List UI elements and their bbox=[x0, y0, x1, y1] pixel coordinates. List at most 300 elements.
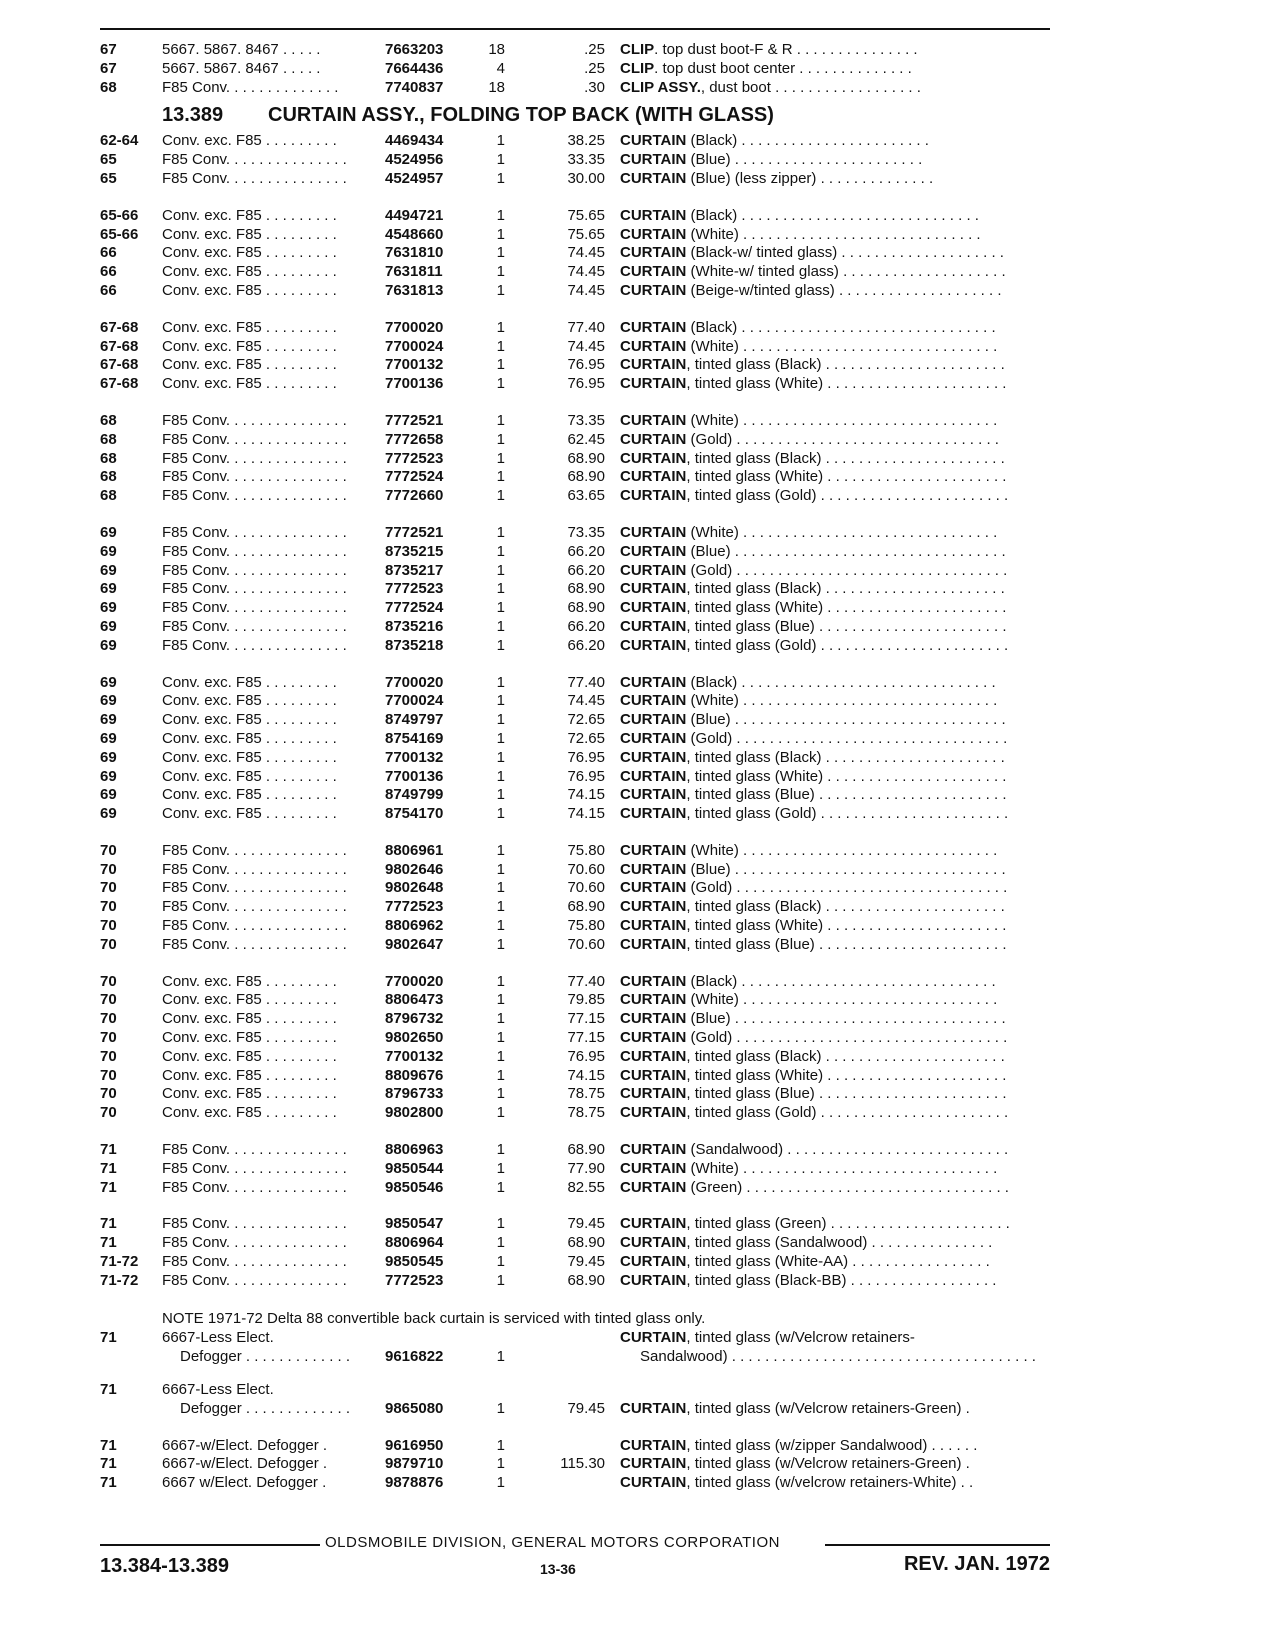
price: 72.65 bbox=[567, 711, 605, 729]
part-detail: . top dust boot-F & R . . . . . . . . . . . . . . . bbox=[654, 41, 918, 58]
model-year: 67 bbox=[100, 59, 117, 77]
price: 75.65 bbox=[567, 206, 605, 224]
footer-section-range: 13.384-13.389 bbox=[100, 1555, 230, 1577]
table-row bbox=[100, 1104, 1050, 1123]
model-year: 70 bbox=[100, 917, 117, 935]
quantity: 1 bbox=[496, 151, 505, 169]
part-name: CURTAIN bbox=[620, 1066, 687, 1084]
table-row bbox=[100, 282, 1050, 301]
model-year: 69 bbox=[100, 767, 117, 785]
part-description bbox=[620, 805, 1050, 824]
model-description: F85 Conv. . . . . . . . . . . . . . . bbox=[162, 1178, 347, 1196]
table-row bbox=[100, 898, 1050, 917]
table-row bbox=[100, 842, 1050, 861]
part-detail: , tinted glass (Black-BB) . . . . . . . . . . . . . . . . . . bbox=[686, 1271, 997, 1289]
quantity: 1 bbox=[496, 1104, 505, 1122]
price: 66.20 bbox=[567, 617, 605, 635]
model-year: 71 bbox=[100, 1455, 117, 1473]
part-description bbox=[620, 1048, 1050, 1067]
table-row bbox=[100, 431, 1050, 450]
model-description: Conv. exc. F85 . . . . . . . . . bbox=[162, 673, 337, 691]
part-detail: (White) . . . . . . . . . . . . . . . . . . . . . . . . . . . . . . . bbox=[686, 411, 998, 429]
part-number: 9878876 bbox=[385, 1474, 444, 1492]
quantity: 1 bbox=[496, 1399, 505, 1417]
table-row bbox=[100, 1381, 1050, 1419]
table-row bbox=[100, 786, 1050, 805]
quantity: 1 bbox=[496, 972, 505, 990]
part-name: CURTAIN bbox=[620, 375, 687, 393]
price: 66.20 bbox=[567, 561, 605, 579]
price: 82.55 bbox=[567, 1178, 605, 1196]
part-description bbox=[620, 151, 1050, 170]
part-description bbox=[620, 618, 1050, 637]
part-detail: , tinted glass (Blue) . . . . . . . . . . . . . . . . . . . . . . . bbox=[686, 1085, 1007, 1103]
model-year: 69 bbox=[100, 673, 117, 691]
model-description: Conv. exc. F85 . . . . . . . . . bbox=[162, 206, 337, 224]
part-detail: , tinted glass (Blue) . . . . . . . . . . . . . . . . . . . . . . . bbox=[686, 786, 1007, 804]
part-name: CURTAIN bbox=[620, 356, 687, 374]
part-detail: (Blue) . . . . . . . . . . . . . . . . . . . . . . . . . . . . . . . . . bbox=[686, 860, 1006, 878]
model-year: 62-64 bbox=[100, 132, 139, 150]
price: 77.90 bbox=[567, 1159, 605, 1177]
table-row bbox=[100, 599, 1050, 618]
model-description: F85 Conv. . . . . . . . . . . . . . . bbox=[162, 841, 347, 859]
quantity: 1 bbox=[496, 244, 505, 262]
part-detail: , tinted glass (Gold) . . . . . . . . . . . . . . . . . . . . . . . bbox=[686, 1104, 1009, 1122]
part-number: 8749797 bbox=[385, 711, 444, 729]
table-row bbox=[100, 711, 1050, 730]
model-year: 71 bbox=[100, 1215, 117, 1233]
part-number: 9850547 bbox=[385, 1215, 444, 1233]
part-detail: (Black) . . . . . . . . . . . . . . . . . . . . . . . . . . . . . . . bbox=[686, 972, 996, 990]
price: 75.65 bbox=[567, 225, 605, 243]
part-description bbox=[620, 879, 1050, 898]
model-description: Conv. exc. F85 . . . . . . . . . bbox=[162, 1010, 337, 1028]
model-description: F85 Conv. . . . . . . . . . . . . . . bbox=[162, 580, 347, 598]
model-description: F85 Conv. . . . . . . . . . . . . . . bbox=[162, 1215, 347, 1233]
part-description bbox=[620, 786, 1050, 805]
part-name: CURTAIN bbox=[620, 636, 687, 654]
part-name: CURTAIN bbox=[620, 1271, 687, 1289]
model-description: Conv. exc. F85 . . . . . . . . . bbox=[162, 225, 337, 243]
part-description bbox=[620, 1029, 1050, 1048]
table-row bbox=[100, 1437, 1050, 1456]
part-detail: , tinted glass (White) . . . . . . . . . . . . . . . . . . . . . . bbox=[686, 917, 1007, 935]
quantity: 1 bbox=[496, 711, 505, 729]
model-year: 71 bbox=[100, 1141, 117, 1159]
part-name: CURTAIN bbox=[620, 411, 687, 429]
price: 79.45 bbox=[567, 1215, 605, 1233]
model-year: 65-66 bbox=[100, 206, 139, 224]
part-number: 8796732 bbox=[385, 1010, 444, 1028]
table-row bbox=[100, 41, 1050, 60]
part-number: 7772524 bbox=[385, 468, 444, 486]
part-number: 9616950 bbox=[385, 1436, 444, 1454]
part-description bbox=[620, 431, 1050, 450]
part-number: 7663203 bbox=[385, 41, 444, 58]
table-row bbox=[100, 1048, 1050, 1067]
model-description: F85 Conv. . . . . . . . . . . . . . bbox=[162, 78, 339, 96]
part-detail: (Black-w/ tinted glass) . . . . . . . . . . . . . . . . . . . . bbox=[686, 244, 1004, 262]
part-description bbox=[620, 207, 1050, 226]
part-description bbox=[620, 375, 1050, 394]
part-name: CURTAIN bbox=[620, 711, 687, 729]
model-description: 6667-Less Elect. bbox=[162, 1380, 274, 1398]
part-number: 7700132 bbox=[385, 748, 444, 766]
part-description bbox=[620, 1141, 1050, 1160]
part-detail: , tinted glass (Gold) . . . . . . . . . . . . . . . . . . . . . . . bbox=[686, 636, 1009, 654]
footer-revision: REV. JAN. 1972 bbox=[903, 1553, 1050, 1575]
model-year: 70 bbox=[100, 1085, 117, 1103]
table-row bbox=[100, 730, 1050, 749]
quantity: 1 bbox=[496, 523, 505, 541]
model-description: Conv. exc. F85 . . . . . . . . . bbox=[162, 805, 337, 823]
model-year: 70 bbox=[100, 972, 117, 990]
quantity: 1 bbox=[496, 879, 505, 897]
price: 74.45 bbox=[567, 263, 605, 281]
part-name: CURTAIN bbox=[620, 1085, 687, 1103]
quantity: 1 bbox=[496, 991, 505, 1009]
quantity: 1 bbox=[496, 1215, 505, 1233]
model-description: F85 Conv. . . . . . . . . . . . . . . bbox=[162, 411, 347, 429]
model-year: 65-66 bbox=[100, 225, 139, 243]
model-description: Conv. exc. F85 . . . . . . . . . bbox=[162, 375, 337, 393]
part-name: CURTAIN bbox=[620, 805, 687, 823]
part-number: 7772523 bbox=[385, 580, 444, 598]
model-description: F85 Conv. . . . . . . . . . . . . . . bbox=[162, 898, 347, 916]
part-name: CURTAIN bbox=[620, 879, 687, 897]
table-row bbox=[100, 618, 1050, 637]
quantity: 1 bbox=[496, 841, 505, 859]
part-description bbox=[620, 319, 1050, 338]
table-row bbox=[100, 692, 1050, 711]
quantity: 1 bbox=[496, 281, 505, 299]
part-number: 7700020 bbox=[385, 318, 444, 336]
price: 76.95 bbox=[567, 356, 605, 374]
part-detail: , tinted glass (w/Velcrow retainers- bbox=[686, 1328, 915, 1346]
table-row bbox=[100, 319, 1050, 338]
table-row bbox=[100, 991, 1050, 1010]
part-number: 7664436 bbox=[385, 59, 444, 77]
price: 74.45 bbox=[567, 281, 605, 299]
part-description bbox=[620, 580, 1050, 599]
part-number: 7700136 bbox=[385, 767, 444, 785]
part-description bbox=[620, 60, 1050, 79]
part-number: 9850545 bbox=[385, 1253, 444, 1271]
part-description bbox=[620, 861, 1050, 880]
model-description: Conv. exc. F85 . . . . . . . . . bbox=[162, 972, 337, 990]
part-number: 8749799 bbox=[385, 786, 444, 804]
model-description: F85 Conv. . . . . . . . . . . . . . . bbox=[162, 935, 347, 953]
table-row bbox=[100, 861, 1050, 880]
part-name: CURTAIN bbox=[620, 1178, 687, 1196]
model-description: F85 Conv. . . . . . . . . . . . . . . bbox=[162, 1253, 347, 1271]
price: 63.65 bbox=[567, 487, 605, 505]
model-year: 68 bbox=[100, 411, 117, 429]
part-name: CURTAIN bbox=[620, 337, 687, 355]
quantity: 1 bbox=[496, 468, 505, 486]
part-detail: , tinted glass (Gold) . . . . . . . . . . . . . . . . . . . . . . . bbox=[686, 805, 1009, 823]
part-name: CURTAIN bbox=[620, 991, 687, 1009]
price: 68.90 bbox=[567, 468, 605, 486]
quantity: 1 bbox=[496, 449, 505, 467]
part-description bbox=[620, 226, 1050, 245]
price: 77.15 bbox=[567, 1029, 605, 1047]
table-row bbox=[100, 749, 1050, 768]
part-description bbox=[620, 1437, 1050, 1456]
price: 76.95 bbox=[567, 748, 605, 766]
model-year: 70 bbox=[100, 935, 117, 953]
part-name: CURTAIN bbox=[620, 244, 687, 262]
quantity: 1 bbox=[496, 898, 505, 916]
price: 74.45 bbox=[567, 692, 605, 710]
model-description: Conv. exc. F85 . . . . . . . . . bbox=[162, 1104, 337, 1122]
model-year: 69 bbox=[100, 692, 117, 710]
table-row bbox=[100, 562, 1050, 581]
part-detail: , tinted glass (Sandalwood) . . . . . . . . . . . . . . . bbox=[686, 1234, 993, 1252]
price: 72.65 bbox=[567, 729, 605, 747]
part-description bbox=[620, 936, 1050, 955]
table-row bbox=[100, 1455, 1050, 1474]
part-number: 8754169 bbox=[385, 729, 444, 747]
part-detail: (Blue) . . . . . . . . . . . . . . . . . . . . . . . . . . . . . . . . . bbox=[686, 542, 1006, 560]
model-description: F85 Conv. . . . . . . . . . . . . . . bbox=[162, 1234, 347, 1252]
part-detail: , tinted glass (White) . . . . . . . . . . . . . . . . . . . . . . bbox=[686, 375, 1007, 393]
part-detail: , dust boot . . . . . . . . . . . . . . . . . . bbox=[700, 78, 921, 96]
part-number: 8806473 bbox=[385, 991, 444, 1009]
price: 78.75 bbox=[567, 1104, 605, 1122]
model-description: Conv. exc. F85 . . . . . . . . . bbox=[162, 711, 337, 729]
model-year: 69 bbox=[100, 523, 117, 541]
model-year: 70 bbox=[100, 1066, 117, 1084]
part-name: CURTAIN bbox=[620, 898, 687, 916]
quantity: 1 bbox=[496, 1066, 505, 1084]
price: 68.90 bbox=[567, 1271, 605, 1289]
table-row bbox=[100, 450, 1050, 469]
part-description bbox=[620, 263, 1050, 282]
quantity: 18 bbox=[488, 41, 505, 58]
part-name: CURTAIN bbox=[620, 860, 687, 878]
part-number: 4494721 bbox=[385, 206, 444, 224]
part-name: CURTAIN bbox=[620, 1436, 687, 1454]
part-name: CURTAIN bbox=[620, 972, 687, 990]
quantity: 1 bbox=[496, 748, 505, 766]
part-number: 8806964 bbox=[385, 1234, 444, 1252]
part-name: CURTAIN bbox=[620, 487, 687, 505]
part-detail: (White) . . . . . . . . . . . . . . . . . . . . . . . . . . . . . . . bbox=[686, 991, 998, 1009]
part-description bbox=[620, 282, 1050, 301]
price: .25 bbox=[584, 59, 605, 77]
model-description: F85 Conv. . . . . . . . . . . . . . . bbox=[162, 1141, 347, 1159]
table-row bbox=[100, 674, 1050, 693]
table-row bbox=[100, 1160, 1050, 1179]
model-description: F85 Conv. . . . . . . . . . . . . . . bbox=[162, 487, 347, 505]
quantity: 1 bbox=[496, 1347, 505, 1365]
part-description bbox=[620, 338, 1050, 357]
model-year: 69 bbox=[100, 636, 117, 654]
quantity: 1 bbox=[496, 206, 505, 224]
part-name: CURTAIN bbox=[620, 523, 687, 541]
part-detail: , tinted glass (Black) . . . . . . . . . . . . . . . . . . . . . . bbox=[686, 449, 1005, 467]
model-description-line2: Defogger . . . . . . . . . . . . . bbox=[180, 1399, 351, 1417]
model-year: 71 bbox=[100, 1178, 117, 1196]
part-detail: (Black) . . . . . . . . . . . . . . . . . . . . . . . bbox=[686, 132, 929, 150]
quantity: 1 bbox=[496, 786, 505, 804]
table-row bbox=[100, 1329, 1050, 1367]
table-row bbox=[100, 1215, 1050, 1234]
part-number: 8796733 bbox=[385, 1085, 444, 1103]
price: 30.00 bbox=[567, 169, 605, 187]
table-row bbox=[100, 375, 1050, 394]
model-description: F85 Conv. . . . . . . . . . . . . . . bbox=[162, 449, 347, 467]
model-year: 70 bbox=[100, 879, 117, 897]
service-note: NOTE 1971-72 Delta 88 convertible back curtain is serviced with tinted glass only. bbox=[162, 1309, 706, 1327]
price: 74.15 bbox=[567, 805, 605, 823]
table-row bbox=[100, 263, 1050, 282]
part-description bbox=[620, 674, 1050, 693]
table-row bbox=[100, 580, 1050, 599]
part-number: 7700132 bbox=[385, 1047, 444, 1065]
table-row bbox=[100, 468, 1050, 487]
quantity: 1 bbox=[496, 375, 505, 393]
price: 68.90 bbox=[567, 1141, 605, 1159]
model-year: 70 bbox=[100, 1104, 117, 1122]
part-number: 7631810 bbox=[385, 244, 444, 262]
part-number: 7772521 bbox=[385, 411, 444, 429]
part-detail: , tinted glass (Blue) . . . . . . . . . . . . . . . . . . . . . . . bbox=[686, 935, 1007, 953]
part-number: 7772523 bbox=[385, 1271, 444, 1289]
part-number: 7772521 bbox=[385, 523, 444, 541]
quantity: 1 bbox=[496, 1234, 505, 1252]
part-description bbox=[620, 132, 1050, 151]
part-description bbox=[620, 468, 1050, 487]
part-detail: (Black) . . . . . . . . . . . . . . . . . . . . . . . . . . . . . bbox=[686, 206, 979, 224]
model-year: 69 bbox=[100, 580, 117, 598]
part-name: CURTAIN bbox=[620, 748, 687, 766]
model-description: 5667. 5867. 8467 . . . . . bbox=[162, 41, 321, 58]
model-description: F85 Conv. . . . . . . . . . . . . . . bbox=[162, 169, 347, 187]
model-year: 70 bbox=[100, 1010, 117, 1028]
price: 77.40 bbox=[567, 673, 605, 691]
model-description: Conv. exc. F85 . . . . . . . . . bbox=[162, 692, 337, 710]
quantity: 1 bbox=[496, 1010, 505, 1028]
part-number: 8754170 bbox=[385, 805, 444, 823]
model-year: 69 bbox=[100, 542, 117, 560]
part-description bbox=[620, 1253, 1050, 1272]
model-year: 68 bbox=[100, 487, 117, 505]
model-year: 70 bbox=[100, 991, 117, 1009]
part-description bbox=[620, 1067, 1050, 1086]
part-description bbox=[620, 562, 1050, 581]
table-row bbox=[100, 356, 1050, 375]
part-number: 8809676 bbox=[385, 1066, 444, 1084]
part-description bbox=[620, 991, 1050, 1010]
model-description: Conv. exc. F85 . . . . . . . . . bbox=[162, 1029, 337, 1047]
part-detail: , tinted glass (Black) . . . . . . . . . . . . . . . . . . . . . . bbox=[686, 356, 1005, 374]
model-description: Conv. exc. F85 . . . . . . . . . bbox=[162, 337, 337, 355]
model-year: 71 bbox=[100, 1328, 117, 1346]
quantity: 1 bbox=[496, 1271, 505, 1289]
quantity: 1 bbox=[496, 1047, 505, 1065]
part-detail: (White) . . . . . . . . . . . . . . . . . . . . . . . . . . . . . . . bbox=[686, 841, 998, 859]
part-name: CURTAIN bbox=[620, 673, 687, 691]
part-description bbox=[620, 1329, 1050, 1348]
price: 68.90 bbox=[567, 1234, 605, 1252]
quantity: 1 bbox=[496, 1159, 505, 1177]
table-row bbox=[100, 936, 1050, 955]
part-detail: (White) . . . . . . . . . . . . . . . . . . . . . . . . . . . . . . . bbox=[686, 692, 998, 710]
price: 66.20 bbox=[567, 542, 605, 560]
part-detail: , tinted glass (w/Velcrow retainers-Green) . bbox=[686, 1399, 970, 1417]
part-description bbox=[620, 599, 1050, 618]
model-description: 6667-w/Elect. Defogger . bbox=[162, 1436, 328, 1454]
model-description: Conv. exc. F85 . . . . . . . . . bbox=[162, 1066, 337, 1084]
table-row bbox=[100, 1272, 1050, 1291]
part-name: CLIP ASSY. bbox=[620, 78, 701, 96]
part-detail: (Blue) . . . . . . . . . . . . . . . . . . . . . . . bbox=[686, 151, 923, 169]
quantity: 1 bbox=[496, 225, 505, 243]
part-name: CURTAIN bbox=[620, 1047, 687, 1065]
part-name: CURTAIN bbox=[620, 729, 687, 747]
part-description bbox=[620, 170, 1050, 189]
price: 70.60 bbox=[567, 879, 605, 897]
section-title: CURTAIN ASSY., FOLDING TOP BACK (WITH GLASS) bbox=[268, 104, 774, 127]
quantity: 1 bbox=[496, 917, 505, 935]
part-description bbox=[620, 1400, 1050, 1419]
part-name: CURTAIN bbox=[620, 1399, 687, 1417]
part-number: 7700132 bbox=[385, 356, 444, 374]
part-detail: (Blue) . . . . . . . . . . . . . . . . . . . . . . . . . . . . . . . . . bbox=[686, 711, 1006, 729]
model-year: 67-68 bbox=[100, 337, 139, 355]
footer-rule-right bbox=[825, 1544, 1050, 1546]
model-description: F85 Conv. . . . . . . . . . . . . . . bbox=[162, 523, 347, 541]
part-name: CURTAIN bbox=[620, 1234, 687, 1252]
part-number: 7631813 bbox=[385, 281, 444, 299]
model-description: 5667. 5867. 8467 . . . . . bbox=[162, 59, 321, 77]
part-number: 7700024 bbox=[385, 692, 444, 710]
model-description: Conv. exc. F85 . . . . . . . . . bbox=[162, 1047, 337, 1065]
part-name: CURTAIN bbox=[620, 1159, 687, 1177]
model-description: Conv. exc. F85 . . . . . . . . . bbox=[162, 356, 337, 374]
quantity: 1 bbox=[496, 356, 505, 374]
footer-division: OLDSMOBILE DIVISION, GENERAL MOTORS CORPORATION bbox=[325, 1534, 780, 1551]
part-description bbox=[620, 730, 1050, 749]
table-row bbox=[100, 1141, 1050, 1160]
part-name: CURTAIN bbox=[620, 1253, 687, 1271]
table-row bbox=[100, 1474, 1050, 1493]
part-name: CURTAIN bbox=[620, 1215, 687, 1233]
part-detail: . top dust boot center . . . . . . . . . . . . . . bbox=[654, 59, 912, 77]
model-year: 71 bbox=[100, 1234, 117, 1252]
part-number: 4469434 bbox=[385, 132, 444, 150]
part-name: CURTAIN bbox=[620, 917, 687, 935]
part-number: 8806963 bbox=[385, 1141, 444, 1159]
model-year: 67-68 bbox=[100, 356, 139, 374]
model-year: 69 bbox=[100, 617, 117, 635]
part-description bbox=[620, 1474, 1050, 1493]
part-description bbox=[620, 898, 1050, 917]
part-detail: , tinted glass (Blue) . . . . . . . . . . . . . . . . . . . . . . . bbox=[686, 617, 1007, 635]
price: 79.85 bbox=[567, 991, 605, 1009]
part-description bbox=[620, 412, 1050, 431]
model-year: 70 bbox=[100, 841, 117, 859]
part-name: CURTAIN bbox=[620, 1141, 687, 1159]
part-number: 4524957 bbox=[385, 169, 444, 187]
model-year: 70 bbox=[100, 860, 117, 878]
part-description bbox=[620, 749, 1050, 768]
price: 73.35 bbox=[567, 523, 605, 541]
price: 77.15 bbox=[567, 1010, 605, 1028]
